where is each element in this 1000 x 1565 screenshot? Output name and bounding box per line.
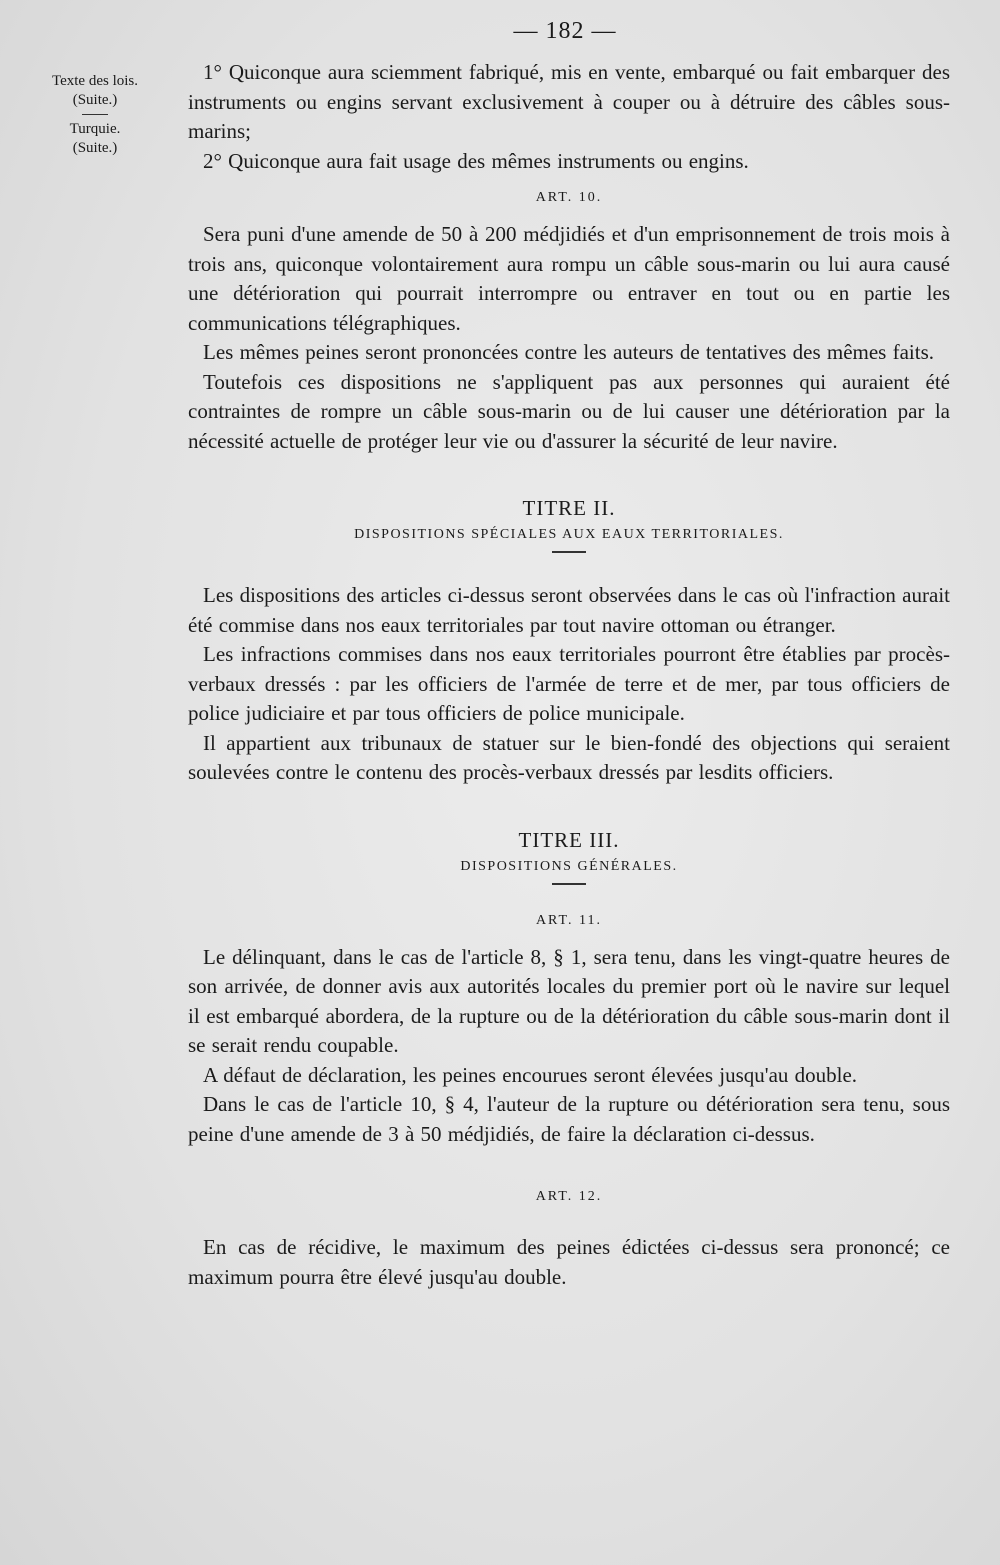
margin-note-country-suite: (Suite.) (72, 140, 118, 156)
margin-note-source: Texte des lois. (51, 73, 138, 89)
article-10-paragraph-1: Sera puni d'une amende de 50 à 200 médjidiés et d'un emprisonnement de trois mois à trois ans, quiconque volontairement aura rompu un câble sous-marin ou lui aura causé une détérioration qui pourrait interrompre ou entraver en tout ou en partie les communications télégraphiques. (188, 222, 950, 335)
article-11-heading: ART. 11. (535, 912, 603, 928)
margin-divider (82, 114, 108, 115)
article-10-paragraph-3: Toutefois ces dispositions ne s'appliquent pas aux personnes qui auraient été contraintes de rompre un câble sous-marin ou de lui causer une détérioration par la nécessité actuelle de protéger leur vie ou d'assurer la sécurité de leur navire. (188, 369, 950, 453)
titre-2-paragraph-2: Les infractions commises dans nos eaux territoriales pourront être établies par procès-verbaux dressés : par les officiers de l'armée de terre et de mer, par tous officiers de police judiciaire et par tous officiers de police municipale. (188, 642, 950, 725)
article-12-heading: ART. 12. (535, 1189, 603, 1204)
margin-note-country: Turquie. (69, 121, 121, 137)
titre-2-subheading: DISPOSITIONS SPÉCIALES AUX EAUX TERRITORIALES. (354, 527, 784, 542)
page-number: — 182 — (513, 18, 617, 44)
article-11-paragraph-3: Dans le cas de l'article 10, § 4, l'auteur de la rupture ou détérioration sera tenu, sous peine d'une amende de 3 à 50 médjidiés, de faire la déclaration ci-dessus. (188, 1092, 950, 1146)
article-12-paragraph-1: En cas de récidive, le maximum des peines édictées ci-dessus sera prononcé; ce maximum pourra être élevé jusqu'au double. (188, 1235, 950, 1289)
titre-3-heading: TITRE III. (518, 827, 620, 852)
article-11-paragraph-2: A défaut de déclaration, les peines encourues seront élevées jusqu'au double. (203, 1062, 858, 1087)
article-10-paragraph-2: Les mêmes peines seront prononcées contre les auteurs de tentatives des mêmes faits. (203, 340, 935, 364)
article-10-heading: ART. 10. (535, 190, 603, 205)
paragraph-item1: 1° Quiconque aura sciemment fabriqué, mis en vente, embarqué ou fait embarquer des instruments ou engins servant exclusivement à couper ou à détruire des câbles sous-marins; (188, 60, 950, 143)
titre-2-paragraph-1: Les dispositions des articles ci-dessus seront observées dans le cas où l'infraction aurait été commise dans nos eaux territoriales par tout navire ottoman ou étranger. (188, 583, 950, 637)
section-divider (552, 551, 586, 553)
main-text (188, 58, 950, 1292)
titre-2-heading: TITRE II. (522, 496, 616, 520)
article-11-paragraph-1: Le délinquant, dans le cas de l'article 8, § 1, sera tenu, dans les vingt-quatre heures de son arrivée, de donner avis aux autorités locales du premier port où le navire sur lequel il est embarqué abordera, de la rupture ou de la détérioration du câble sous-marin dont il se serait rendu coupable. (188, 944, 950, 1057)
titre-3-subheading: DISPOSITIONS GÉNÉRALES. (460, 858, 678, 874)
margin-notes (30, 72, 160, 158)
titre-2-paragraph-3: Il appartient aux tribunaux de statuer sur le bien-fondé des objections qui seraient soulevées contre le contenu des procès-verbaux dressés par lesdits officiers. (188, 730, 950, 784)
paragraph-item2: 2° Quiconque aura fait usage des mêmes instruments ou engins. (203, 148, 749, 173)
section-divider (552, 883, 586, 885)
margin-note-source-suite: (Suite.) (72, 92, 118, 108)
